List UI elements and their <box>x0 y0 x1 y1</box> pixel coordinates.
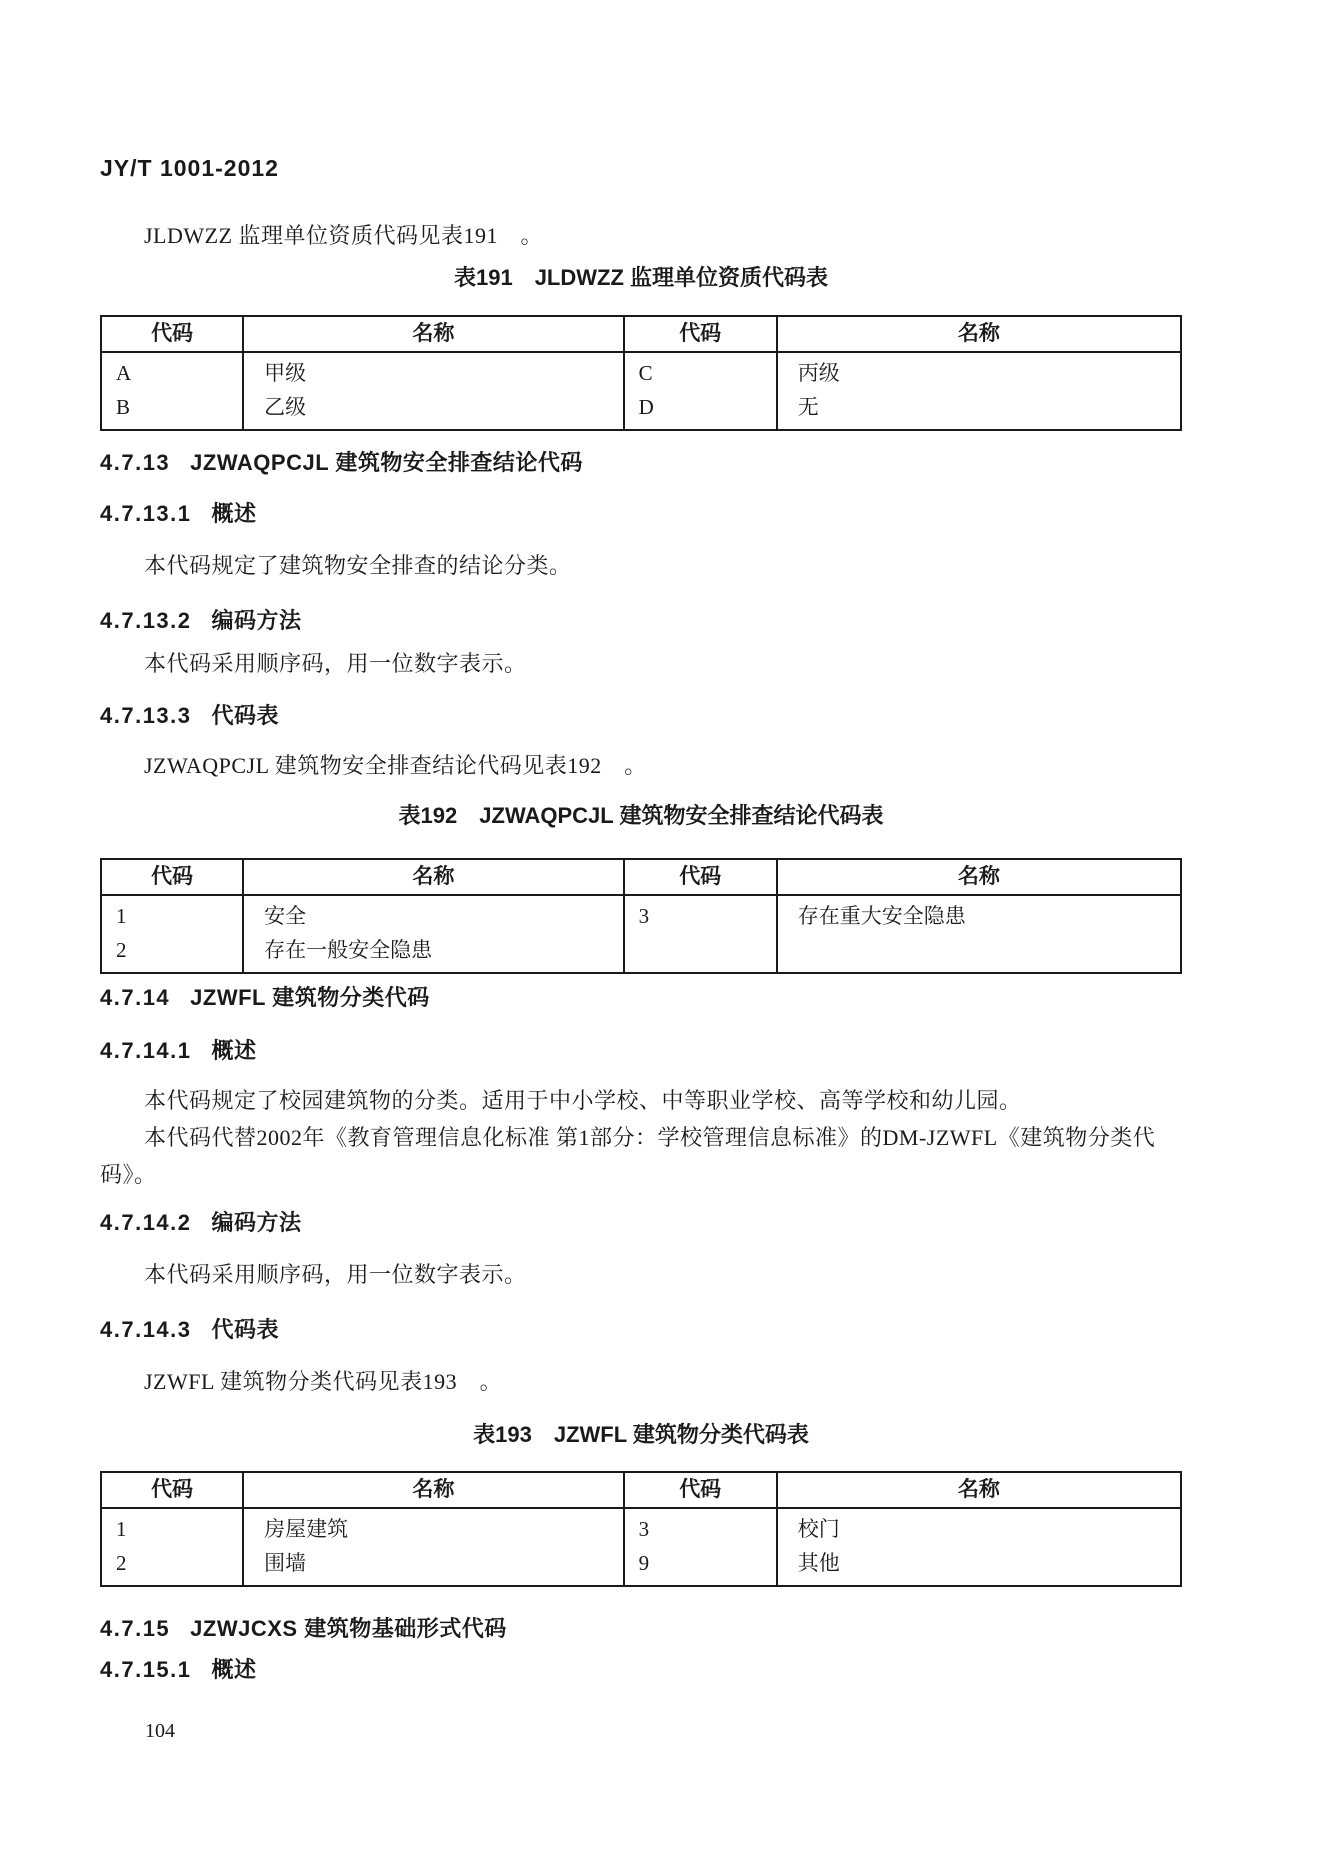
table-191-label: 表191 <box>453 265 513 290</box>
table-cell: B <box>116 395 131 419</box>
section-heading-4-7-14-3 <box>100 1315 1190 1345</box>
table-cell: 3 <box>638 1517 650 1541</box>
intro-paragraph-191: JLDWZZ 监理单位资质代码见表191 。 <box>144 223 544 248</box>
code-table-191 <box>100 315 1182 431</box>
table-192-title <box>100 801 1182 831</box>
table-cell: 无 <box>797 395 819 419</box>
table-header-cell: 名称 <box>776 860 1180 894</box>
section-heading-4-7-14-2 <box>100 1208 1190 1238</box>
table-cell: 1 <box>116 904 127 928</box>
table-191-title <box>100 263 1182 293</box>
table-header-cell: 名称 <box>242 1473 623 1507</box>
table-193-body <box>102 1509 1180 1585</box>
section-heading-4-7-13 <box>100 448 1190 478</box>
section-heading-4-7-14 <box>100 983 1190 1013</box>
table-header-cell: 名称 <box>242 860 623 894</box>
table-cell: A <box>116 361 132 385</box>
table-header-cell: 代码 <box>623 860 776 894</box>
table-cell: 2 <box>116 938 127 962</box>
section-title: JZWAQPCJL 建筑物安全排查结论代码 <box>190 450 583 475</box>
section-title: 代码表 <box>211 1317 280 1342</box>
table-column-code <box>102 1509 242 1585</box>
table-193-label: 表193 <box>473 1422 532 1447</box>
table-192-caption: JZWAQPCJL 建筑物安全排查结论代码表 <box>479 803 884 828</box>
section-number: 4.7.15 <box>100 1616 171 1641</box>
section-number: 4.7.13.3 <box>100 703 192 728</box>
table-header-cell: 代码 <box>151 322 194 345</box>
table-cell: 存在一般安全隐患 <box>264 938 433 962</box>
table-192-body <box>102 896 1180 972</box>
section-title: JZWJCXS 建筑物基础形式代码 <box>190 1616 507 1641</box>
section-title: 编码方法 <box>211 608 302 633</box>
table-cell: 校门 <box>797 1517 840 1541</box>
paragraph-4-7-14-2: 本代码采用顺序码，用一位数字表示。 <box>144 1262 527 1287</box>
paragraph-4-7-13-2: 本代码采用顺序码，用一位数字表示。 <box>144 651 527 676</box>
table-191-header-row <box>102 317 1180 353</box>
table-cell: 9 <box>638 1551 650 1575</box>
table-cell: 安全 <box>264 904 307 928</box>
section-number: 4.7.14 <box>100 985 171 1010</box>
section-heading-4-7-15 <box>100 1614 1190 1644</box>
table-cell: D <box>638 395 654 419</box>
table-header-cell: 代码 <box>623 317 776 351</box>
table-cell: 乙级 <box>264 395 307 419</box>
section-number: 4.7.14.1 <box>100 1038 192 1063</box>
table-cell: 1 <box>116 1517 127 1541</box>
table-192-label: 表192 <box>398 803 458 828</box>
table-column-name <box>242 1509 623 1585</box>
section-number: 4.7.13.2 <box>100 608 192 633</box>
code-table-193 <box>100 1471 1182 1587</box>
paragraph-4-7-13-1: 本代码规定了建筑物安全排查的结论分类。 <box>144 553 572 578</box>
table-header-cell: 代码 <box>623 1473 776 1507</box>
table-column-code <box>102 896 242 972</box>
table-column-name <box>776 353 1180 429</box>
table-cell: 丙级 <box>797 361 840 385</box>
paragraph-4-7-14-1a: 本代码规定了校园建筑物的分类。适用于中小学校、中等职业学校、高等学校和幼儿园。 <box>144 1088 1022 1113</box>
section-heading-4-7-15-1 <box>100 1655 1190 1685</box>
section-title: 概述 <box>211 1038 257 1063</box>
table-cell: 存在重大安全隐患 <box>797 904 966 928</box>
page-number: 104 <box>145 1720 175 1742</box>
section-number: 4.7.13.1 <box>100 501 192 526</box>
table-header-cell: 名称 <box>242 317 623 351</box>
table-cell: 2 <box>116 1551 127 1575</box>
section-title: 编码方法 <box>211 1210 302 1235</box>
code-table-192 <box>100 858 1182 974</box>
table-193-title <box>100 1420 1182 1450</box>
table-191-caption: JLDWZZ 监理单位资质代码表 <box>534 265 829 290</box>
table-column-code <box>623 353 776 429</box>
paragraph-4-7-13-3: JZWAQPCJL 建筑物安全排查结论代码见表192 。 <box>144 753 647 778</box>
table-cell: C <box>638 361 653 385</box>
table-column-name <box>776 896 1180 972</box>
section-heading-4-7-13-2 <box>100 606 1190 636</box>
section-number: 4.7.14.3 <box>100 1317 192 1342</box>
table-column-code <box>102 353 242 429</box>
section-title: 代码表 <box>211 703 280 728</box>
table-cell: 房屋建筑 <box>264 1517 349 1541</box>
section-title: 概述 <box>211 501 257 526</box>
table-cell: 3 <box>638 904 650 928</box>
table-header-cell: 名称 <box>776 1473 1180 1507</box>
table-column-name <box>242 896 623 972</box>
table-193-header-row <box>102 1473 1180 1509</box>
section-title: JZWFL 建筑物分类代码 <box>190 985 430 1010</box>
section-number: 4.7.13 <box>100 450 171 475</box>
section-number: 4.7.14.2 <box>100 1210 192 1235</box>
paragraph-4-7-14-1b: 本代码代替2002年《教育管理信息化标准 第1部分：学校管理信息标准》的DM-JZWFL《建筑物分类代码》。 <box>100 1125 1156 1187</box>
table-header-cell: 名称 <box>776 317 1180 351</box>
table-column-name <box>776 1509 1180 1585</box>
table-column-name <box>242 353 623 429</box>
table-cell: 围墙 <box>264 1551 307 1575</box>
table-column-code <box>623 1509 776 1585</box>
table-191-body <box>102 353 1180 429</box>
table-header-cell: 代码 <box>151 1478 194 1501</box>
section-heading-4-7-13-1 <box>100 499 1190 529</box>
table-cell: 甲级 <box>264 361 307 385</box>
doc-code-header: JY/T 1001-2012 <box>100 155 279 181</box>
paragraph-4-7-14-3: JZWFL 建筑物分类代码见表193 。 <box>144 1369 503 1394</box>
table-column-code <box>623 896 776 972</box>
section-title: 概述 <box>211 1657 257 1682</box>
section-number: 4.7.15.1 <box>100 1657 192 1682</box>
table-193-caption: JZWFL 建筑物分类代码表 <box>553 1422 809 1447</box>
section-heading-4-7-14-1 <box>100 1036 1190 1066</box>
table-cell: 其他 <box>797 1551 840 1575</box>
table-header-cell: 代码 <box>151 865 194 888</box>
table-192-header-row <box>102 860 1180 896</box>
section-heading-4-7-13-3 <box>100 701 1190 731</box>
